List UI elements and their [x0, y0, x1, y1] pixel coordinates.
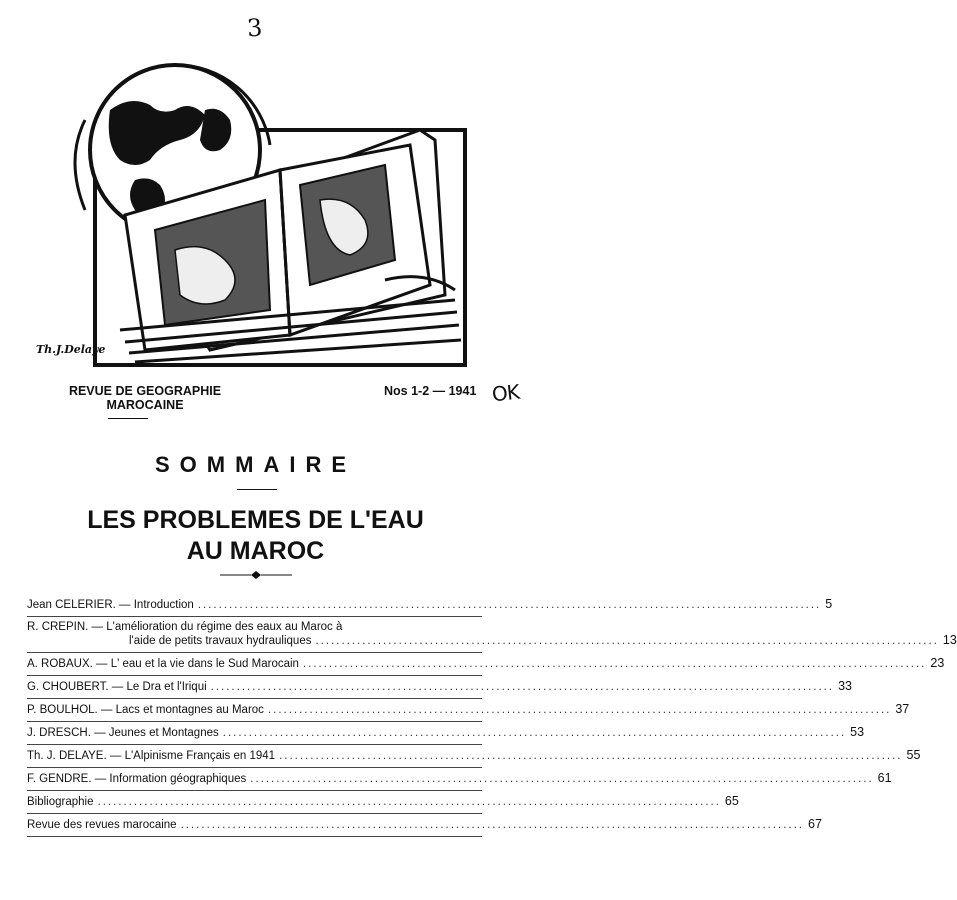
globe-and-book-illustration	[25, 50, 475, 370]
toc-entry	[27, 748, 921, 763]
journal-name-line2: MAROCAINE	[106, 398, 184, 412]
toc-entry	[27, 702, 910, 717]
toc-entry	[27, 621, 957, 648]
toc-entry	[27, 794, 739, 809]
toc-leader-dots: ........................................................................................................................	[97, 796, 721, 808]
toc-divider	[27, 652, 482, 653]
toc-divider	[27, 675, 482, 676]
toc-leader-dots: ........................................................................................................................	[279, 750, 903, 762]
toc-entry-page: 53	[850, 725, 865, 739]
table-of-contents	[27, 597, 957, 841]
toc-leader-dots: ........................................................................................................................	[267, 704, 892, 716]
toc-entry	[27, 597, 833, 612]
toc-entry	[27, 771, 892, 786]
toc-entry-title: J. DRESCH. — Jeunes et Montagnes	[27, 727, 219, 739]
toc-divider	[27, 698, 482, 699]
toc-divider	[27, 744, 482, 745]
toc-leader-dots: ........................................................................................................................	[197, 599, 822, 611]
toc-entry-page: 13	[942, 633, 957, 647]
toc-leader-dots: ........................................................................................................................	[302, 658, 927, 670]
journal-name-line1: REVUE DE GEOGRAPHIE	[68, 384, 222, 398]
artist-signature: Th.J.Delaye	[36, 343, 106, 356]
sommaire-heading: SOMMAIRE	[155, 452, 356, 477]
toc-entry-page: 55	[906, 748, 921, 762]
toc-entry	[27, 679, 852, 694]
sommaire-underline	[237, 489, 277, 490]
toc-divider	[27, 813, 482, 814]
toc-entry-title: F. GENDRE. — Information géographiques	[27, 773, 247, 785]
toc-divider	[27, 790, 482, 791]
journal-underline	[108, 418, 148, 419]
toc-entry-page: 23	[930, 656, 945, 670]
toc-entry-page: 37	[895, 702, 910, 716]
ornament-divider-icon	[220, 571, 292, 579]
toc-leader-dots: ........................................................................................................................	[315, 635, 939, 647]
toc-leader-dots: ........................................................................................................................	[180, 819, 805, 831]
toc-entry-title: A. ROBAUX. — L' eau et la vie dans le Sud Marocain	[27, 658, 299, 670]
toc-entry-title: Th. J. DELAYE. — L'Alpinisme Français en 1941	[27, 750, 276, 762]
issue-title-line1: LES PROBLEMES DE L'EAU	[87, 506, 424, 534]
toc-entry-page: 5	[825, 597, 833, 611]
handwritten-ok-mark: OK	[490, 379, 521, 407]
toc-entry-title: Revue des revues marocaine	[27, 819, 177, 831]
toc-entry-page: 61	[877, 771, 892, 785]
issue-title-line2: AU MAROC	[186, 537, 325, 565]
issue-number: Nos 1-2 — 1941	[384, 384, 477, 398]
toc-divider	[27, 767, 482, 768]
journal-name	[50, 384, 240, 412]
toc-divider	[27, 616, 482, 617]
toc-divider	[27, 721, 482, 722]
toc-leader-dots: ........................................................................................................................	[222, 727, 847, 739]
toc-entry-title: Bibliographie	[27, 796, 94, 808]
toc-divider	[27, 836, 482, 837]
toc-entry	[27, 656, 945, 671]
toc-entry-page: 33	[838, 679, 852, 693]
toc-entry-title: Jean CELERIER. — Introduction	[27, 599, 194, 611]
toc-leader-dots: ........................................................................................................................	[250, 773, 874, 785]
toc-entry	[27, 725, 865, 740]
toc-leader-dots: ........................................................................................................................	[210, 681, 835, 693]
toc-entry-page: 67	[808, 817, 822, 831]
issue-title	[0, 505, 511, 567]
toc-entry-title: P. BOULHOL. — Lacs et montagnes au Maroc	[27, 704, 264, 716]
toc-entry-title: G. CHOUBERT. — Le Dra et l'Iriqui	[27, 681, 207, 693]
toc-entry-page: 65	[724, 794, 739, 808]
toc-entry	[27, 817, 822, 832]
handwritten-page-number: 3	[246, 13, 264, 43]
toc-entry-title-continuation: l'aide de petits travaux hydrauliques	[129, 635, 312, 647]
toc-entry-title: R. CREPIN. — L'amélioration du régime des eaux au Maroc à	[27, 621, 343, 633]
